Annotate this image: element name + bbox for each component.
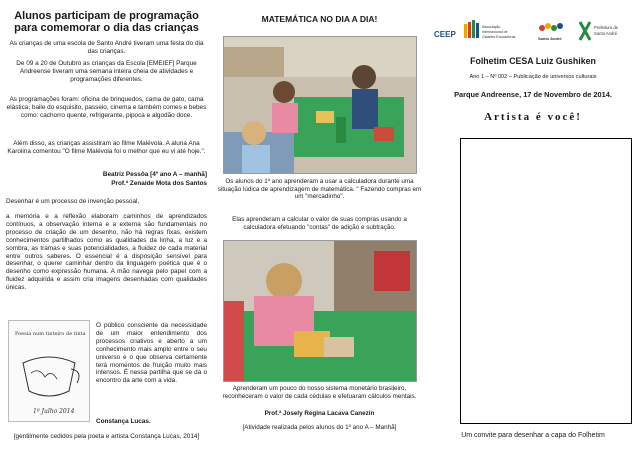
image-credit: [gentilmente cedidos pela poeta e artista Constança Lucas, 2014]	[13, 433, 200, 440]
classroom-photo-1	[223, 36, 417, 174]
article-column-2	[213, 0, 426, 452]
svg-text:Santo André: Santo André	[594, 31, 618, 36]
drawing-area[interactable]	[460, 138, 632, 424]
santo-andre-logo	[538, 23, 563, 41]
educating-cities-logo	[464, 20, 516, 39]
svg-text:CEEP: CEEP	[434, 30, 456, 39]
drawing-lead: Desenhar é um processo de invenção pessoal,	[6, 198, 140, 205]
artist-heading: Artista é você!	[484, 111, 582, 123]
math-title: MATEMÁTICA NO DIA A DIA!	[261, 14, 378, 24]
credit-teacher: Prof.ª Zenaide Mota dos Santos	[111, 180, 207, 187]
newsletter-subtitle: Ano 1 – Nº 002 – Publicação de universos culturais	[469, 74, 597, 80]
article-title: Alunos participam de programação para comemorar o dia das crianças	[14, 10, 199, 34]
invite-caption: Um convite para desenhar a capa do Folhetim	[461, 432, 605, 439]
drawing-paragraph: a memória e a reflexão elaboram caminhos de aprendizados contínuos, a observação interna e a externa são fundamentais no processo de criação de um desenho, não há regras fixas, existem conhecimentos partilhados como as qualidades da linha, a luz e a sombra, as tramas e suas potencialidades, a fluidez de cada material entre outros saberes. O essencial é a disposição sensível para desenhar, o querer caminhar dentro da linguagem poética que é o desenho como expressão humana. A mão navega pelo papel com a fluidez adquirida e assim cria imagens desenhadas com qualidades únicas.	[6, 213, 207, 292]
svg-text:Internacional de: Internacional de	[482, 30, 508, 34]
audience-paragraph: O público consciente da necessidade de um maior entendimento dos processos criativos e aberto a um conhecimento mais amplo entre o seu universo e o que observa certamente terá momentos de fruição muito mais intensos. É nessa partilha que se dá o encontro da arte com a vida.	[96, 322, 207, 385]
svg-text:Santo André: Santo André	[538, 36, 562, 41]
prefeitura-logo	[580, 22, 619, 40]
credit-student: Beatriz Pessôa [4º ano A – manhã]	[102, 171, 207, 178]
logo-row	[434, 18, 634, 46]
cover-column	[426, 0, 640, 452]
sketch-caption: Poesia num tinteiro de tinta	[15, 331, 86, 337]
classroom-photo-2	[223, 240, 417, 382]
paragraph: De 09 a 20 de Outubro as crianças da Escola [EMEIEF] Parque Andreense tiveram uma semana inteira cheia de atividades e programações diferentes.	[16, 60, 197, 83]
sketch-signature: 1º Julho 2014	[33, 408, 75, 415]
svg-text:Prefeitura de: Prefeitura de	[594, 25, 618, 30]
activity-credit: [Atividade realizada pelos alunos do 1º ano A – Manhã]	[242, 424, 397, 431]
paragraph: As programações foram: oficina de brinquedos, cama de gato, cama elástica, baile do esquisito, passeio, cinema e também comes e bebes como: cachorro quente, refrigerante, pipoca e algodão doce.	[6, 96, 207, 119]
photo-caption-1: Os alunos do 1º ano aprenderam a usar a calculadora durante uma situação lúdica de aprendizagem de matemática. " Fazendo compras em um "mercadinho".	[217, 178, 422, 201]
photo-caption-3: Aprenderam um pouco do nosso sistema monetário brasileiro, reconheceram o valor de cada cédulas e efetuaram cálculos mentais.	[222, 385, 417, 400]
svg-text:Cidades Educadoras: Cidades Educadoras	[482, 35, 516, 39]
author-signature: Constança Lucas.	[96, 418, 151, 425]
photo-caption-2: Elas aprenderam a calcular o valor de suas compras usando a calculadora efetuando "contas" de adição e subtração.	[232, 216, 407, 231]
intro-paragraph: As crianças de uma escola de Santo André tiveram uma festa do dia das crianças.	[9, 40, 204, 55]
newsletter-title: Folhetim CESA Luiz Gushiken	[470, 56, 596, 66]
issue-date: Parque Andreense, 17 de Novembro de 2014.	[454, 90, 612, 99]
svg-text:Associação: Associação	[482, 25, 501, 29]
sketch-image	[8, 320, 90, 422]
paragraph: Além disso, as crianças assistiram ao filme Malévola. A aluna Ana Karolina comentou "O filme Malévola foi o melhor que eu vi até hoje.".	[7, 140, 206, 155]
teacher-credit: Prof.ª Josely Regina Lacava Canezin	[264, 410, 375, 417]
ceep-logo	[434, 30, 456, 39]
article-column-1	[0, 0, 213, 452]
